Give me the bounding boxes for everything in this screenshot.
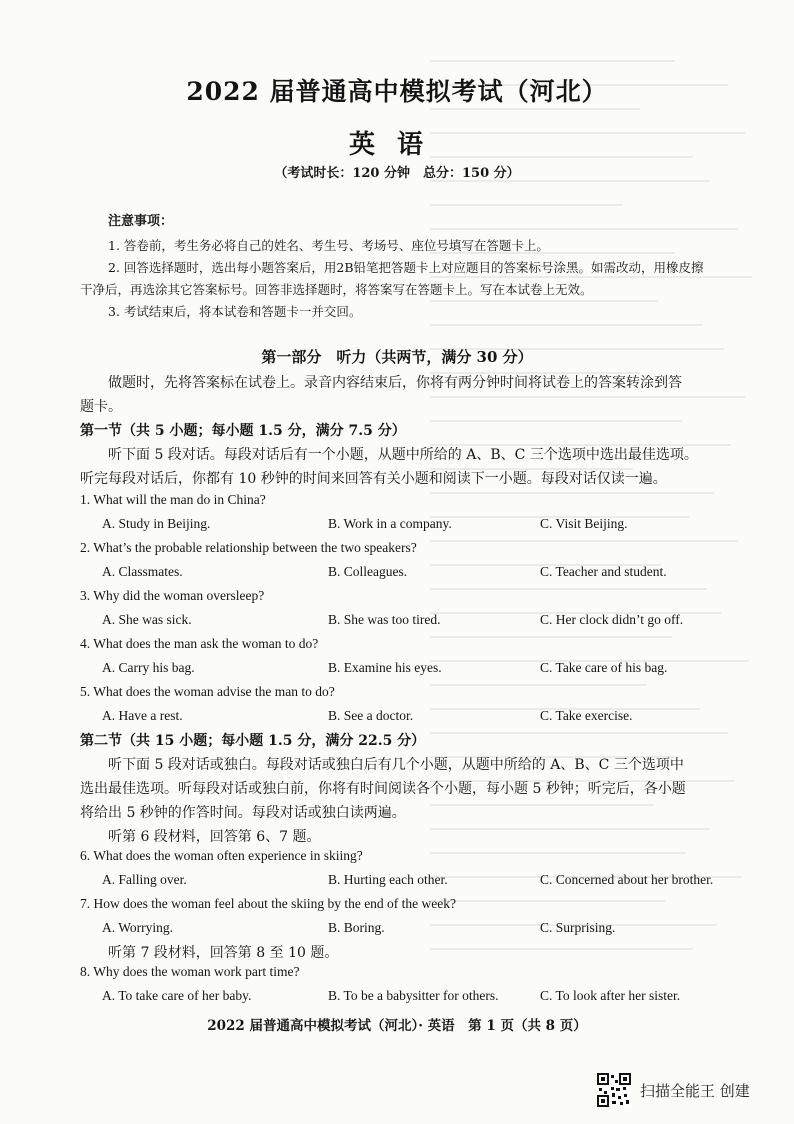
option-b: B. Boring. (328, 920, 385, 935)
exam-title: 2022 届普通高中模拟考试（河北） (186, 77, 608, 106)
option-c: C. Visit Beijing. (540, 516, 628, 531)
option-c: C. Concerned about her brother. (540, 872, 714, 887)
option-b: B. To be a babysitter for others. (328, 988, 499, 1003)
option-a: A. She was sick. (102, 612, 192, 627)
note-item: 3. 考试结束后，将本试卷和答题卡一并交回。 (108, 304, 362, 319)
part-one-instruction: 做题时，先将答案标在试卷上。录音内容结束后，你将有两分钟时间将试卷上的答案转涂到答 (108, 375, 682, 391)
question-stem: 4. What does the man ask the woman to do? (80, 636, 319, 651)
part-one-instruction: 题卡。 (80, 399, 122, 415)
question-stem: 1. What will the man do in China? (80, 492, 266, 507)
section-one-title: 第一节（共 5 小题；每小题 1.5 分，满分 7.5 分） (80, 423, 406, 439)
question-stem: 7. How does the woman feel about the skiing by the end of the week? (80, 896, 457, 911)
option-b: B. Colleagues. (328, 564, 408, 579)
option-c: C. Teacher and student. (540, 564, 667, 579)
option-c: C. Surprising. (540, 920, 616, 935)
section-one-instruction: 听完每段对话后，你都有 10 秒钟的时间来回答有关小题和阅读下一小题。每段对话仅读一遍。 (80, 471, 667, 487)
option-a: A. Have a rest. (102, 708, 183, 723)
option-a: A. To take care of her baby. (102, 988, 252, 1003)
option-c: C. Take exercise. (540, 708, 633, 723)
section-one-instruction: 听下面 5 段对话。每段对话后有一个小题，从题中所给的 A、B、C 三个选项中选出最佳选项。 (108, 447, 698, 463)
section-two-instruction: 听下面 5 段对话或独白。每段对话或独白后有几个小题，从题中所给的 A、B、C 三个选项中 (108, 757, 684, 773)
scanner-watermark: 扫描全能王 创建 (640, 1082, 750, 1100)
note-item: 1. 答卷前，考生务必将自己的姓名、考生号、考场号、座位号填写在答题卡上。 (108, 238, 549, 253)
option-b: B. Hurting each other. (328, 872, 448, 887)
option-a: A. Worrying. (102, 920, 174, 935)
option-a: A. Carry his bag. (102, 660, 195, 675)
question-stem: 2. What’s the probable relationship between the two speakers? (80, 540, 417, 555)
material-intro: 听第 6 段材料，回答第 6、7 题。 (108, 829, 321, 845)
option-b: B. Examine his eyes. (328, 660, 442, 675)
part-one-title: 第一部分 听力（共两节，满分 30 分） (261, 348, 533, 366)
section-two-instruction: 将给出 5 秒钟的作答时间。每段对话或独白读两遍。 (80, 805, 406, 821)
notes-heading: 注意事项： (108, 214, 174, 229)
subject-title: 英语 (348, 130, 445, 160)
question-stem: 5. What does the woman advise the man to do? (80, 684, 335, 699)
question-stem: 3. Why did the woman oversleep? (80, 588, 265, 603)
option-a: A. Study in Beijing. (102, 516, 211, 531)
option-c: C. Take care of his bag. (540, 660, 668, 675)
qr-code-icon (596, 1072, 632, 1108)
option-b: B. She was too tired. (328, 612, 441, 627)
page-footer: 2022 届普通高中模拟考试（河北）· 英语 第 1 页（共 8 页） (207, 1018, 587, 1034)
material-intro: 听第 7 段材料，回答第 8 至 10 题。 (108, 945, 339, 961)
section-two-title: 第二节（共 15 小题；每小题 1.5 分，满分 22.5 分） (80, 733, 426, 749)
option-b: B. Work in a company. (328, 516, 452, 531)
question-stem: 6. What does the woman often experience in skiing? (80, 848, 363, 863)
question-stem: 8. Why does the woman work part time? (80, 964, 300, 979)
note-item: 2. 回答选择题时，选出每小题答案后，用2B铅笔把答题卡上对应题目的答案标号涂黑。如需改动，用橡皮擦 (108, 260, 704, 275)
exam-duration-score: （考试时长：120 分钟 总分：150 分） (274, 166, 520, 181)
option-c: C. To look after her sister. (540, 988, 681, 1003)
option-a: A. Falling over. (102, 872, 187, 887)
option-b: B. See a doctor. (328, 708, 414, 723)
section-two-instruction: 选出最佳选项。听每段对话或独白前，你将有时间阅读各个小题，每小题 5 秒钟；听完后，各小题 (80, 781, 686, 797)
option-a: A. Classmates. (102, 564, 183, 579)
option-c: C. Her clock didn’t go off. (540, 612, 684, 627)
note-item: 干净后，再选涂其它答案标号。回答非选择题时，将答案写在答题卡上。写在本试卷上无效。 (80, 282, 593, 297)
